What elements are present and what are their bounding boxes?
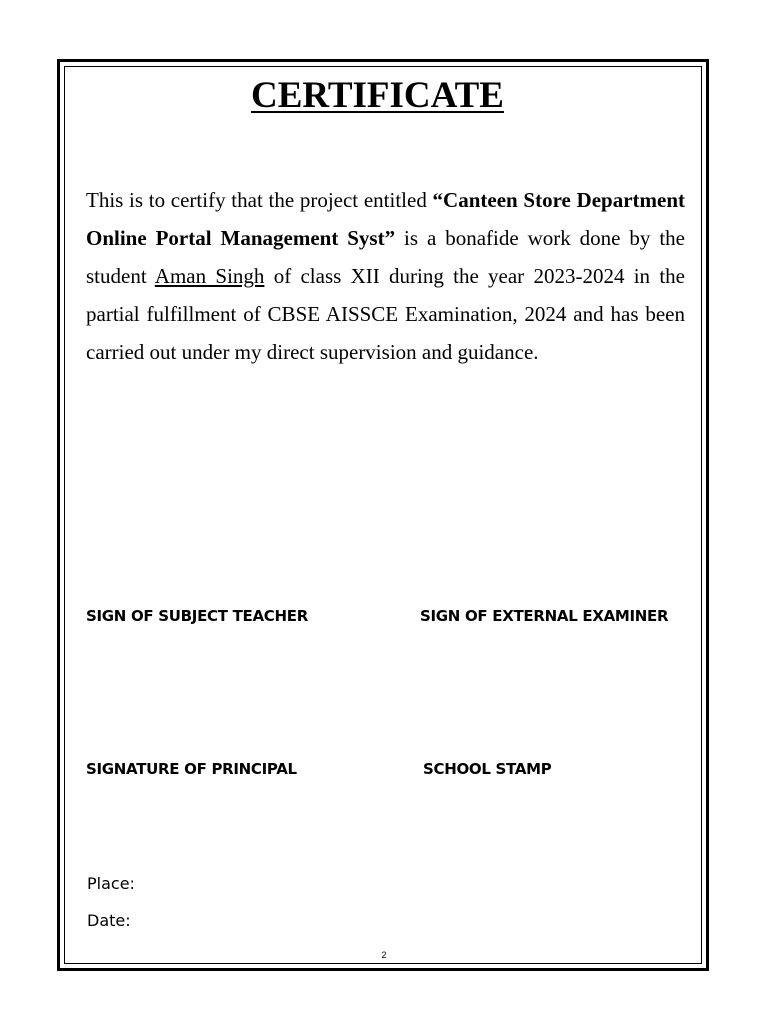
sign-external-examiner: SIGN OF EXTERNAL EXAMINER: [420, 607, 669, 625]
school-stamp: SCHOOL STAMP: [423, 760, 552, 778]
sign-subject-teacher: SIGN OF SUBJECT TEACHER: [86, 607, 308, 625]
sign-principal: SIGNATURE OF PRINCIPAL: [86, 760, 297, 778]
student-name: Aman Singh: [154, 264, 265, 288]
certificate-title: CERTIFICATE: [251, 75, 504, 116]
body-intro: This is to certify that the project entitled: [86, 188, 433, 212]
certificate-body: [86, 181, 685, 371]
body-mid: is a bonafide work done by the student: [86, 226, 686, 288]
body-rest: of class XII during the year 2023-2024 in the partial fulfillment of CBSE AISSCE Examination, 2024 and has been carried out under my direct supervision and guidance.: [86, 264, 685, 364]
page-number: 2: [381, 950, 387, 960]
place-label: Place:: [87, 874, 135, 893]
project-title: “Canteen Store Department Online Portal Management Syst”: [86, 188, 685, 250]
date-label: Date:: [87, 911, 131, 930]
